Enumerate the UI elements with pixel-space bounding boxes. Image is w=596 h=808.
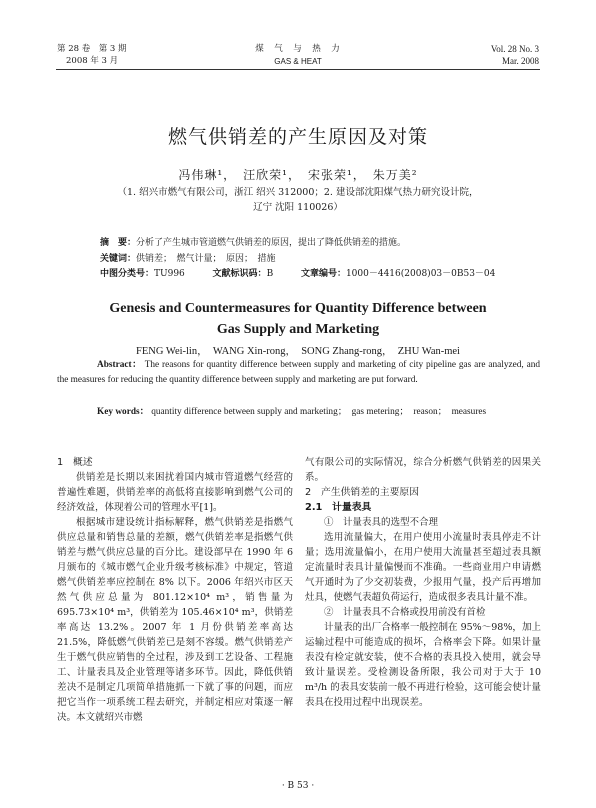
clc-label: 中图分类号：	[100, 269, 155, 279]
paragraph-1: 供销差是长期以来困扰着国内城市管道燃气经营的普遍性难题，供销差率的高低将直接影响到燃气公司的经济效益，体现着公司的管理水平[1]。	[57, 472, 293, 513]
abstract-en-text: The reasons for quantity difference between supply and marketing of city pipeline gas are analyzed, and the measures for reducing the quantity difference between supply and marketing are put forward.	[57, 360, 540, 385]
header-rule	[56, 69, 540, 70]
doc-code-value: B	[266, 269, 274, 279]
paper-title-en	[0, 298, 596, 340]
journal-vol-en: Vol. 28 No. 3	[490, 44, 539, 54]
page-number: · B 53 ·	[281, 781, 315, 791]
abstract-cn-label: 摘 要：	[100, 238, 137, 248]
abstract-cn-text: 分析了产生城市管道燃气供销差的原因，提出了降低供销差的措施。	[136, 238, 407, 248]
doc-code-label: 文献标识码：	[212, 269, 267, 279]
paragraph-2: 根据城市建设统计指标解释，燃气供销差是指燃气供应总量和销售总量的差额，燃气供销差率是指燃气供销差与燃气供应总量的百分比。建设部早在 1990 年 6 月颁布的《城市燃气企业升级考核标准》中规定，管道燃气供销差率应控制在 8% 以下。2006 年绍兴市区天然气供应总量为 801.12×10⁴ m³，销售量为 695.73×10⁴ m³，供销差为 105.46×10⁴ m³，供销差率高达 13.2%。2007 年 1 月份供销差率高达 21.5%，降低燃气供销差已是刻不容缓。燃气供销差产生于燃气供应销售的全过程，涉及到工艺设备、工程施工、计量表具及企业管理等诸多环节。因此，降低供销差决不是制定几项简单措施抓一下就了事的问题，而应把它当作一项系统工程去研究，并制定相应对策逐一解决。本文就绍兴市燃	[57, 517, 293, 723]
keywords-en-text: quantity difference between supply and marketing； gas metering； reason； measures	[151, 407, 487, 417]
abstract-en-label: Abstract：	[97, 360, 142, 370]
journal-name-cn: 煤 气 与 热 力	[255, 44, 341, 54]
body-left-column	[57, 455, 293, 725]
abstract-cn	[100, 236, 540, 251]
section-2-1-heading: 2.1 计量表具	[305, 502, 372, 513]
paragraph-continued: 气有限公司的实际情况，综合分析燃气供销差的因果关系。	[305, 457, 541, 483]
article-no-value: 1000－4416(2008)03－0B53－04	[345, 269, 496, 279]
paper-title-cn: 燃气供销差的产生原因及对策	[167, 126, 428, 148]
keywords-cn	[100, 252, 540, 267]
affiliation-cn-line1: （1. 绍兴市燃气有限公司，浙江 绍兴 312000；2. 建设部沈阳煤气热力研究设计院，	[117, 187, 479, 198]
body-right-column	[305, 455, 541, 710]
keywords-cn-text: 供销差； 燃气计量； 原因； 措施	[136, 254, 276, 264]
paper-title-en-line2: Gas Supply and Marketing	[216, 322, 380, 337]
section-2-heading: 2 产生供销差的主要原因	[305, 487, 419, 498]
journal-volume-issue: 第 28 卷 第 3 期	[57, 44, 127, 54]
affiliation-cn-line2: 辽宁 沈阳 110026）	[253, 202, 343, 213]
keywords-en-label: Key words：	[97, 407, 149, 417]
clc-value: TU996	[154, 269, 185, 279]
authors-cn: 冯伟琳¹， 汪欣荣¹， 宋张荣¹， 朱万美²	[178, 168, 418, 182]
item-1-heading: ① 计量表具的选型不合理	[324, 517, 439, 528]
paper-title-en-line1: Genesis and Countermeasures for Quantity Difference between	[109, 301, 487, 316]
item-1-text: 选用流量偏大，在用户使用小流量时表具停走不计量；选用流量偏小，在用户使用大流量甚至超过表具额定流量时表具计量偏慢而不准确。一些商业用户申请燃气开通时为了少交初装费，少报用气量，投产后再增加灶具，使燃气表超负荷运行，造成很多表具计量不准。	[305, 532, 541, 603]
journal-date: 2008 年 3 月	[66, 56, 119, 66]
journal-date-en: Mar. 2008	[502, 56, 539, 66]
classification-line	[100, 267, 540, 282]
journal-name-en: GAS & HEAT	[274, 57, 322, 66]
item-2-heading: ② 计量表具不合格或投用前没有首检	[324, 607, 486, 618]
authors-en: FENG Wei-lin， WANG Xin-rong， SONG Zhang-rong， ZHU Wan-mei	[136, 346, 460, 357]
article-no-label: 文章编号：	[300, 269, 346, 279]
keywords-cn-label: 关键词：	[100, 254, 137, 264]
item-2-text: 计量表的出厂合格率一般控制在 95%～98%，加上运输过程中可能造成的损坏，合格率会下降。如果计量表没有检定就安装，使不合格的表具投入使用，就会导致计量误差。受检测设备所限，我公司对于大于 10 m³/h 的表具安装前一般不再进行检验，这可能会使计量表具在投用过程中出现误差。	[305, 622, 541, 708]
abstract-en	[57, 358, 540, 388]
keywords-en	[57, 405, 540, 420]
section-1-heading: 1 概述	[57, 457, 93, 468]
